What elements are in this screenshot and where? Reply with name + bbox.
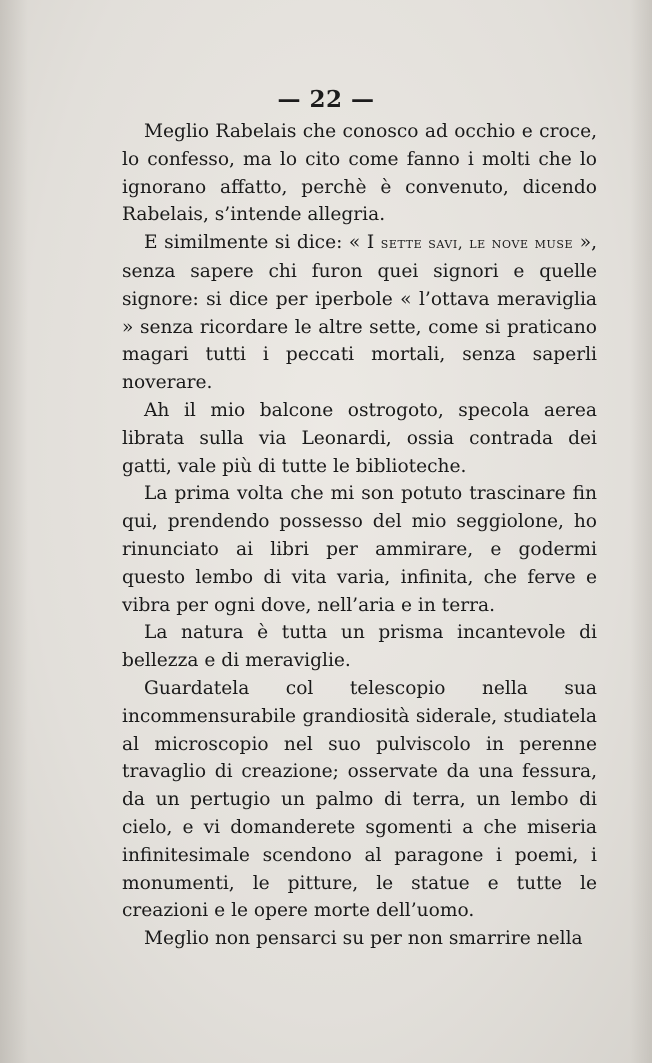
paragraph-7: Meglio non pensarci su per non smarrire nella xyxy=(144,928,583,950)
paragraph-2 xyxy=(122,229,597,397)
page-number: — 22 — xyxy=(277,86,375,113)
paragraph-2-text: », senza sapere chi furon quei signori e quelle signore: si dice per iperbole « l’ottava meraviglia » senza ricordare le altre sette, come si praticano magari tutti i peccati mortali, senza saperli noverare. xyxy=(122,232,597,394)
paragraph-5: La natura è tutta un prisma incantevole di bellezza e di meraviglie. xyxy=(122,622,597,672)
paragraph-4: La prima volta che mi son potuto trascinare fin qui, prendendo possesso del mio seggiolone, ho rinunciato ai libri per ammirare, e godermi questo lembo di vita varia, infinita, che ferve e vibra per ogni dove, nell’aria e in terra. xyxy=(122,483,597,616)
body-text xyxy=(122,118,597,953)
paragraph-3: Ah il mio balcone ostrogoto, specola aerea librata sulla via Leonardi, ossia contrada dei gatti, vale più di tutte le biblioteche. xyxy=(122,399,597,477)
paragraph-2-smallcaps: sette savi, le nove muse xyxy=(380,234,574,253)
paragraph-6: Guardatela col telescopio nella sua incommensurabile grandiosità siderale, studiatela al microscopio nel suo pulviscolo in perenne travaglio di creazione; osservate da una fessura, da un pertugio un palmo di terra, un lembo di cielo, e vi domanderete sgomenti a che miseria infinitesimale scendono al paragone i poemi, i monumenti, le pitture, le statue e tutte le creazioni e le opere morte dell’uomo. xyxy=(122,677,597,922)
paragraph-2-lead: E similmente si dice: « I xyxy=(144,232,375,254)
paragraph-1: Meglio Rabelais che conosco ad occhio e croce, lo confesso, ma lo cito come fanno i molti che lo ignorano affatto, perchè è convenuto, dicendo Rabelais, s’intende allegria. xyxy=(122,121,597,226)
